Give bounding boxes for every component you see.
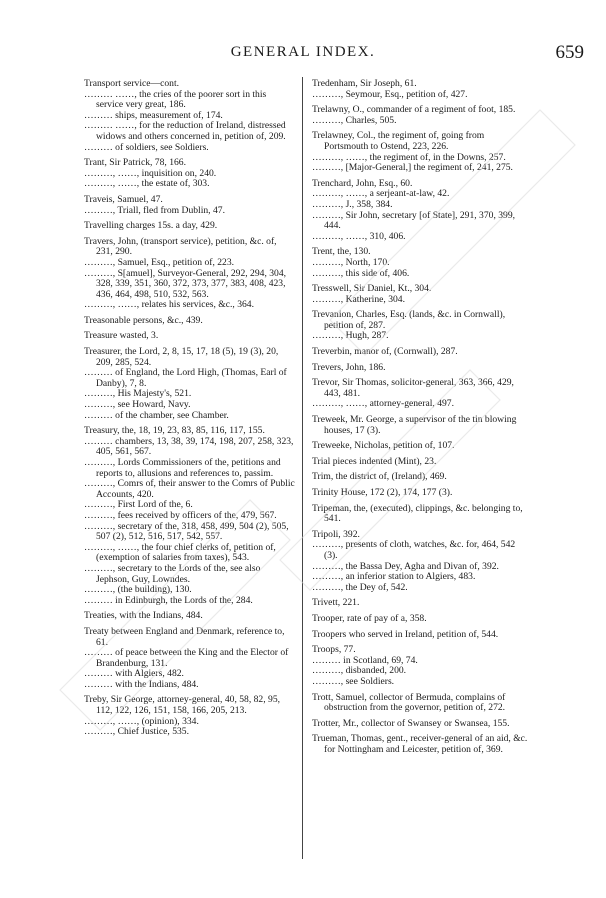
index-entry: Trueman, Thomas, gent., receiver-general of an aid, &c. for Nottingham and Leicester, petition of, 369.: [312, 733, 528, 755]
index-entry: Trelawny, O., commander of a regiment of foot, 185.: [312, 104, 516, 116]
index-entry: ……… with Algiers, 482.: [84, 668, 184, 680]
index-entry: ……… in Scotland, 69, 74.: [312, 654, 418, 666]
index-entry: ………, presents of cloth, watches, &c. for, 464, 542 (3).: [312, 539, 516, 561]
index-entry: ………, Lords Commissioners of the, petitions and reports to, allusions and references to, passim.: [84, 457, 281, 479]
index-entry: ………, ……, relates his services, &c., 364.: [84, 299, 254, 311]
index-entry: ………, secretary to the Lords of the, see also Jephson, Guy, Lowndes.: [84, 562, 261, 585]
index-entry: Tresswell, Sir Daniel, Kt., 304.: [312, 283, 432, 295]
index-entry: Trial pieces indented (Mint), 23.: [312, 455, 437, 467]
index-entry: Tredenham, Sir Joseph, 61.: [312, 78, 417, 89]
index-entry: ………, North, 170.: [312, 256, 390, 268]
index-entry: ………, ……, (opinion), 334.: [84, 715, 199, 727]
page-header: [0, 44, 606, 68]
index-entry: ……… of peace between the King and the Elector of Brandenburg, 131.: [84, 647, 289, 669]
index-column-right: [312, 79, 530, 755]
index-entry: ……… with the Indians, 484.: [84, 678, 199, 690]
index-entry: Trooper, rate of pay of a, 358.: [312, 612, 427, 624]
index-entry: ……… ……, for the reduction of Ireland, distressed widows and others concerned in, petition of, 209.: [84, 120, 286, 142]
index-entry: Treasurer, the Lord, 2, 8, 15, 17, 18 (5), 19 (3), 20, 209, 285, 524.: [84, 346, 279, 368]
index-entry: Trevers, John, 186.: [312, 361, 386, 373]
index-entry: Trim, the district of, (Ireland), 469.: [312, 471, 447, 483]
index-entry: ………, this side of, 406.: [312, 267, 410, 279]
page-number: 659: [555, 42, 584, 63]
index-entry: Traveis, Samuel, 47.: [84, 193, 163, 205]
index-entry: ………, fees received by officers of the, 479, 567.: [84, 509, 277, 521]
index-entry: Trotter, Mr., collector of Swansey or Swansea, 155.: [312, 717, 510, 729]
index-entry: Trinity House, 172 (2), 174, 177 (3).: [312, 487, 453, 498]
index-entry: Travelling charges 15s. a day, 429.: [84, 220, 218, 232]
index-entry: ………, see Howard, Navy.: [84, 399, 191, 411]
index-entry: ……… of England, the Lord High, (Thomas, Earl of Danby), 7, 8.: [84, 367, 287, 389]
index-entry: ………, see Soldiers.: [312, 675, 395, 687]
index-entry: Trevor, Sir Thomas, solicitor-general, 363, 366, 429, 443, 481.: [312, 377, 514, 399]
index-entry: Treaties, with the Indians, 484.: [84, 610, 203, 622]
index-entry: Treasure wasted, 3.: [84, 330, 159, 342]
index-entry: Trott, Samuel, collector of Bermuda, complains of obstruction from the governor, petition of, 272.: [312, 691, 506, 714]
index-entry: Troopers who served in Ireland, petition of, 544.: [312, 628, 499, 640]
index-entry: Treweeke, Nicholas, petition of, 107.: [312, 440, 455, 452]
index-column-left: [84, 79, 295, 738]
index-entry: ………, Comrs of, their answer to the Comrs of Public Accounts, 420.: [84, 478, 295, 500]
index-entry: ………, disbanded, 200.: [312, 665, 407, 677]
index-entry: ………, secretary of the, 318, 458, 499, 504 (2), 505, 507 (2), 512, 516, 517, 542, 557.: [84, 520, 289, 543]
index-entry: ……… ……, the cries of the poorer sort in this service very great, 186.: [84, 88, 267, 111]
index-entry: ………, ……, 310, 406.: [312, 230, 406, 242]
index-entry: Treasonable persons, &c., 439.: [84, 314, 203, 326]
index-entry: Travers, John, (transport service), petition, &c. of, 231, 290.: [84, 235, 277, 258]
index-entry: Trivett, 221.: [312, 597, 360, 609]
index-entry: ………, ……, the estate of, 303.: [84, 178, 210, 190]
index-entry: ………, ……, the regiment of, in the Downs, 257.: [312, 151, 506, 163]
index-entry: ………, (the building), 130.: [84, 584, 192, 596]
index-entry: Treasury, the, 18, 19, 23, 83, 85, 116, 117, 155.: [84, 425, 265, 437]
index-entry: Trelawney, Col., the regiment of, going from Portsmouth to Ostend, 223, 226.: [312, 130, 485, 152]
index-entry: ………, ……, the four chief clerks of, petition of, (exemption of salaries from taxes), 543.: [84, 541, 276, 564]
index-entry: Treweek, Mr. George, a supervisor of the tin blowing houses, 17 (3).: [312, 414, 517, 436]
index-entry: ………, [Major-General,] the regiment of, 241, 275.: [312, 162, 513, 174]
index-entry: ………, the Bassa Dey, Agha and Divan of, 392.: [312, 560, 499, 572]
index-entry: ………, J., 358, 384.: [312, 198, 393, 210]
index-entry: ………, Charles, 505.: [312, 114, 397, 126]
column-divider: [302, 77, 303, 859]
index-entry: ………, Samuel, Esq., petition of, 223.: [84, 256, 235, 268]
index-entry: Trevanion, Charles, Esq. (lands, &c. in Cornwall), petition of, 287.: [312, 309, 506, 331]
index-entry: Trenchard, John, Esq., 60.: [312, 177, 413, 189]
index-entry: ………, S[amuel], Surveyor-General, 292, 294, 304, 328, 339, 351, 360, 372, 373, 377, 383, 408, 423, 436, 464, 498, 510, 532, 563.: [84, 267, 287, 300]
index-entry: ………, Katherine, 304.: [312, 293, 405, 305]
index-entry: Tripoli, 392.: [312, 528, 360, 540]
index-entry: ……… of the chamber, see Chamber.: [84, 409, 229, 421]
index-entry: ………, His Majesty's, 521.: [84, 388, 192, 400]
index-entry: ……… ships, measurement of, 174.: [84, 109, 223, 121]
running-title: GENERAL INDEX.: [230, 44, 376, 60]
index-entry: ………, the Dey of, 542.: [312, 581, 408, 593]
index-entry: ……… of soldiers, see Soldiers.: [84, 141, 209, 153]
index-entry: ………, ……, a serjeant-at-law, 42.: [312, 188, 450, 200]
index-entry: Treby, Sir George, attorney-general, 40, 58, 82, 95, 112, 122, 126, 151, 158, 166, 205, 213.: [84, 694, 281, 717]
index-entry: Trant, Sir Patrick, 78, 166.: [84, 157, 186, 169]
index-entry: Treverbin, manor of, (Cornwall), 287.: [312, 346, 458, 358]
index-entry: ……… in Edinburgh, the Lords of the, 284.: [84, 594, 253, 606]
index-entry: Tripeman, the, (executed), clippings, &c. belonging to, 541.: [312, 502, 523, 525]
index-entry: ………, ……, attorney-general, 497.: [312, 398, 455, 410]
index-entry: Trent, the, 130.: [312, 246, 371, 258]
index-entry: ………, an inferior station to Algiers, 483.: [312, 571, 476, 583]
index-entry: ………, ……, inquisition on, 240.: [84, 167, 217, 179]
index-entry: ………, Sir John, secretary [of State], 291, 370, 399, 444.: [312, 209, 516, 232]
index-entry: ………, Hugh, 287.: [312, 330, 389, 342]
index-entry: ………, First Lord of the, 6.: [84, 499, 193, 511]
index-entry: ……… chambers, 13, 38, 39, 174, 198, 207, 258, 323, 405, 561, 567.: [84, 435, 294, 458]
index-entry: Transport service—cont.: [84, 78, 180, 89]
index-entry: ………, Chief Justice, 535.: [84, 726, 189, 738]
index-entry: Troops, 77.: [312, 644, 356, 656]
index-entry: Treaty between England and Denmark, reference to, 61.: [84, 625, 285, 648]
index-entry: ………, Seymour, Esq., petition of, 427.: [312, 88, 468, 100]
index-entry: ………, Triall, fled from Dublin, 47.: [84, 204, 225, 216]
